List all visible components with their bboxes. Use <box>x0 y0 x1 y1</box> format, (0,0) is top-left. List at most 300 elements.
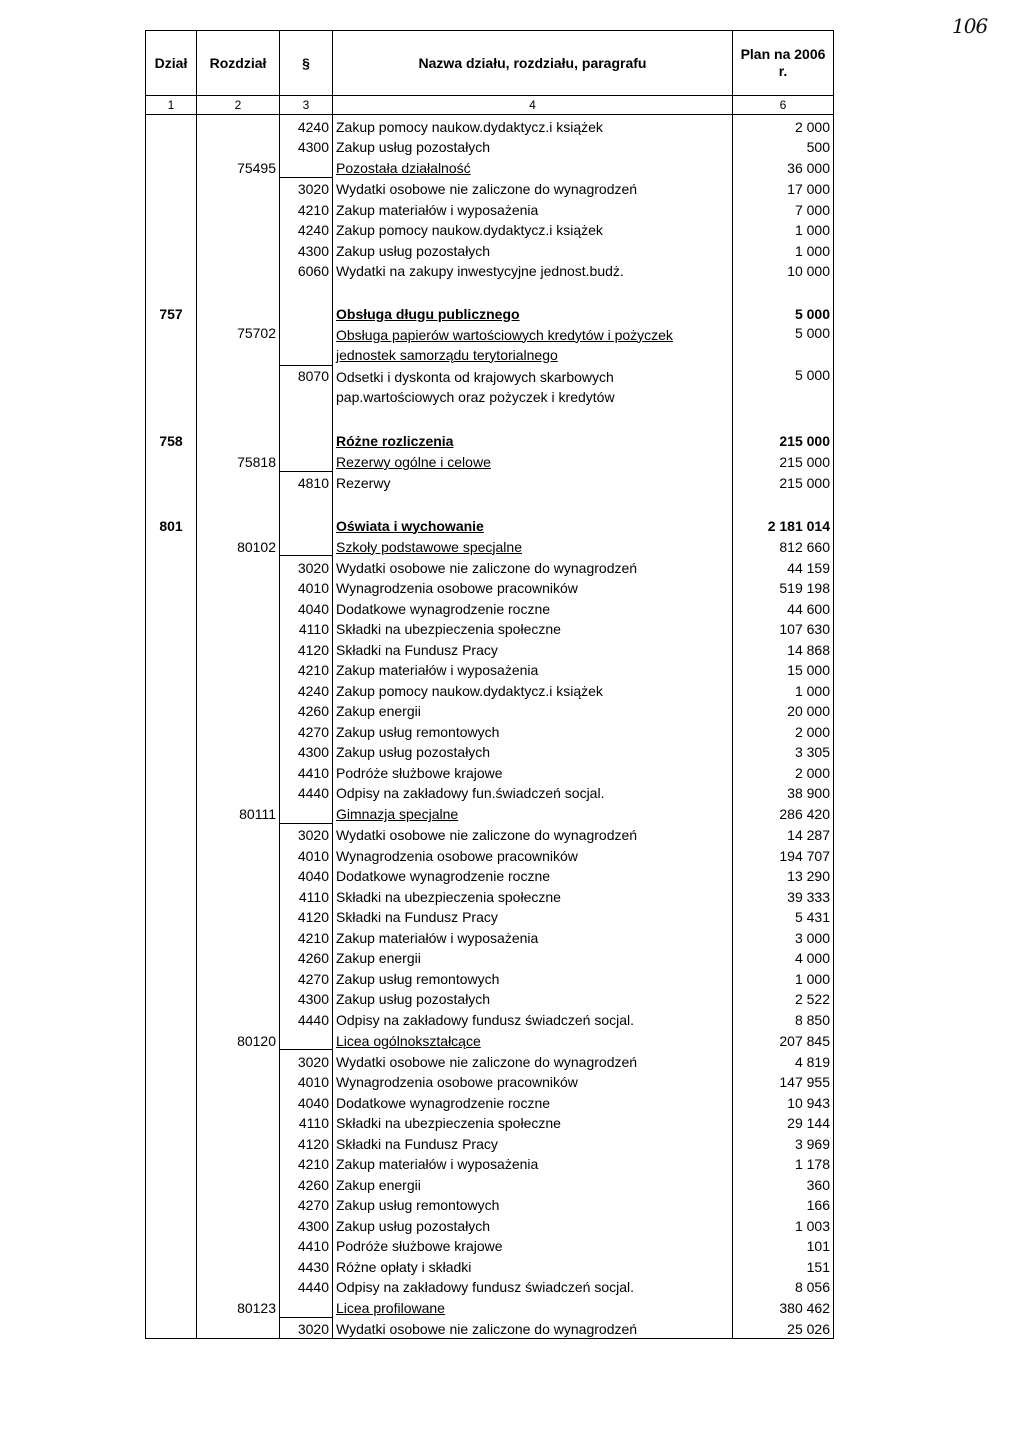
paragraf-name: Wynagrodzenia osobowe pracowników <box>333 577 733 598</box>
paragraf-name: Wydatki osobowe nie zaliczone do wynagrodzeń <box>333 1317 733 1339</box>
dzial-amount: 2 181 014 <box>733 514 834 535</box>
cell-rozdzial <box>197 885 280 906</box>
paragraf-amount: 8 056 <box>733 1276 834 1297</box>
cell-rozdzial <box>197 556 280 577</box>
cell-rozdzial <box>197 906 280 927</box>
cell-rozdzial <box>197 1235 280 1256</box>
paragraf-name: Odpisy na zakładowy fundusz świadczeń socjal. <box>333 1008 733 1029</box>
cell-dzial <box>146 865 197 886</box>
paragraf-amount: 14 287 <box>733 823 834 844</box>
cell-rozdzial <box>197 1173 280 1194</box>
paragraf-name: Dodatkowe wynagrodzenie roczne <box>333 865 733 886</box>
paragraf-amount: 15 000 <box>733 659 834 680</box>
rozdzial-code: 75495 <box>197 156 280 177</box>
paragraf-name: Składki na Fundusz Pracy <box>333 1132 733 1153</box>
cell-rozdzial <box>197 1091 280 1112</box>
cell-dzial <box>146 844 197 865</box>
paragraf-amount: 3 305 <box>733 741 834 762</box>
paragraf-name: Zakup pomocy naukow.dydaktycz.i książek <box>333 219 733 240</box>
paragraf-name: Wynagrodzenia osobowe pracowników <box>333 1071 733 1092</box>
cell-dzial <box>146 1296 197 1317</box>
spacer-row <box>146 492 834 514</box>
cell-rozdzial <box>197 219 280 240</box>
paragraf-code: 4810 <box>280 471 333 492</box>
cell-rozdzial <box>197 239 280 260</box>
paragraf-row <box>146 782 834 803</box>
paragraf-row <box>146 1132 834 1153</box>
rozdzial-row <box>146 450 834 471</box>
cell-dzial <box>146 679 197 700</box>
cell-dzial <box>146 1132 197 1153</box>
rozdzial-code: 80111 <box>197 802 280 823</box>
cell-rozdzial <box>197 514 280 535</box>
cell-paragraf <box>280 1029 333 1050</box>
rozdzial-name: Gimnazja specjalne <box>333 802 733 823</box>
cell-paragraf <box>280 492 333 514</box>
cell-paragraf <box>280 1296 333 1317</box>
header-dzial: Dział <box>146 31 197 96</box>
rozdzial-code: 75818 <box>197 450 280 471</box>
paragraf-row <box>146 239 834 260</box>
dzial-code: 757 <box>146 302 197 323</box>
paragraf-code: 4300 <box>280 1214 333 1235</box>
paragraf-name: Składki na ubezpieczenia społeczne <box>333 1112 733 1133</box>
cell-dzial <box>146 1029 197 1050</box>
paragraf-row <box>146 365 834 408</box>
paragraf-code: 4260 <box>280 700 333 721</box>
paragraf-code: 4270 <box>280 967 333 988</box>
paragraf-amount: 5 000 <box>733 365 834 408</box>
cell-dzial <box>146 659 197 680</box>
paragraf-amount: 17 000 <box>733 177 834 198</box>
rozdzial-name: Szkoły podstawowe specjalne <box>333 535 733 556</box>
paragraf-code: 4240 <box>280 679 333 700</box>
cell-rozdzial <box>197 365 280 408</box>
cell-paragraf <box>280 450 333 471</box>
paragraf-name: Dodatkowe wynagrodzenie roczne <box>333 1091 733 1112</box>
paragraf-amount: 10 000 <box>733 260 834 281</box>
cell-dzial <box>146 1255 197 1276</box>
paragraf-row <box>146 1317 834 1339</box>
paragraf-code: 4260 <box>280 947 333 968</box>
cell-rozdzial <box>197 471 280 492</box>
cell-dzial <box>146 450 197 471</box>
cell-rozdzial <box>197 1276 280 1297</box>
paragraf-row <box>146 638 834 659</box>
dzial-code: 758 <box>146 430 197 451</box>
paragraf-amount: 29 144 <box>733 1112 834 1133</box>
paragraf-amount: 147 955 <box>733 1071 834 1092</box>
cell-dzial <box>146 618 197 639</box>
paragraf-amount: 3 000 <box>733 926 834 947</box>
paragraf-code: 8070 <box>280 365 333 408</box>
paragraf-name: Składki na Fundusz Pracy <box>333 638 733 659</box>
paragraf-name: Wynagrodzenia osobowe pracowników <box>333 844 733 865</box>
paragraf-name: Zakup usług pozostałych <box>333 988 733 1009</box>
cell-rozdzial <box>197 260 280 281</box>
paragraf-name: Wydatki osobowe nie zaliczone do wynagrodzeń <box>333 823 733 844</box>
rozdzial-row <box>146 156 834 177</box>
cell-rozdzial <box>197 1214 280 1235</box>
paragraf-code: 4210 <box>280 659 333 680</box>
paragraf-amount: 20 000 <box>733 700 834 721</box>
cell-rozdzial <box>197 679 280 700</box>
paragraf-amount: 101 <box>733 1235 834 1256</box>
paragraf-amount: 44 600 <box>733 597 834 618</box>
cell-dzial <box>146 1091 197 1112</box>
cell-rozdzial <box>197 198 280 219</box>
paragraf-amount: 7 000 <box>733 198 834 219</box>
paragraf-code: 4040 <box>280 597 333 618</box>
paragraf-amount: 14 868 <box>733 638 834 659</box>
paragraf-code: 3020 <box>280 177 333 198</box>
paragraf-name: Zakup usług remontowych <box>333 720 733 741</box>
paragraf-code: 4240 <box>280 115 333 136</box>
cell-dzial <box>146 700 197 721</box>
cell-dzial <box>146 1173 197 1194</box>
paragraf-row <box>146 844 834 865</box>
rozdzial-code: 80102 <box>197 535 280 556</box>
paragraf-name: Wydatki osobowe nie zaliczone do wynagrodzeń <box>333 1050 733 1071</box>
paragraf-code: 4260 <box>280 1173 333 1194</box>
dzial-amount: 215 000 <box>733 430 834 451</box>
cell-rozdzial <box>197 280 280 302</box>
dzial-name: Różne rozliczenia <box>333 430 733 451</box>
table-body <box>146 115 834 1339</box>
cell-dzial <box>146 492 197 514</box>
paragraf-row <box>146 177 834 198</box>
spacer-row <box>146 408 834 430</box>
cell-dzial <box>146 988 197 1009</box>
paragraf-row <box>146 700 834 721</box>
paragraf-code: 4270 <box>280 1194 333 1215</box>
paragraf-row <box>146 136 834 157</box>
paragraf-name: Składki na ubezpieczenia społeczne <box>333 885 733 906</box>
rozdzial-name: Licea profilowane <box>333 1296 733 1317</box>
paragraf-row <box>146 659 834 680</box>
paragraf-code: 4210 <box>280 926 333 947</box>
cell-plan <box>733 492 834 514</box>
paragraf-name: Zakup energii <box>333 1173 733 1194</box>
paragraf-code: 4300 <box>280 988 333 1009</box>
paragraf-row <box>146 741 834 762</box>
paragraf-code: 3020 <box>280 823 333 844</box>
cell-nazwa <box>333 280 733 302</box>
paragraf-row <box>146 906 834 927</box>
cell-paragraf <box>280 280 333 302</box>
cell-dzial <box>146 115 197 136</box>
cell-rozdzial <box>197 700 280 721</box>
rozdzial-name: Rezerwy ogólne i celowe <box>333 450 733 471</box>
rozdzial-row <box>146 1029 834 1050</box>
paragraf-row <box>146 926 834 947</box>
cell-rozdzial <box>197 1153 280 1174</box>
rozdzial-amount: 36 000 <box>733 156 834 177</box>
paragraf-amount: 2 000 <box>733 115 834 136</box>
paragraf-name: Zakup materiałów i wyposażenia <box>333 926 733 947</box>
cell-dzial <box>146 947 197 968</box>
cell-paragraf <box>280 430 333 451</box>
header-rozdzial: Rozdział <box>197 31 280 96</box>
cell-dzial <box>146 926 197 947</box>
page-number-mark: 106 <box>952 14 988 38</box>
header-plan: Plan na 2006 r. <box>733 31 834 96</box>
paragraf-row <box>146 198 834 219</box>
cell-rozdzial <box>197 1071 280 1092</box>
cell-rozdzial <box>197 638 280 659</box>
paragraf-name: Zakup materiałów i wyposażenia <box>333 198 733 219</box>
cell-rozdzial <box>197 1194 280 1215</box>
cell-dzial <box>146 156 197 177</box>
cell-dzial <box>146 177 197 198</box>
paragraf-name: Odsetki i dyskonta od krajowych skarbowych pap.wartościowych oraz pożyczek i kredytów <box>333 365 733 408</box>
cell-rozdzial <box>197 115 280 136</box>
paragraf-amount: 519 198 <box>733 577 834 598</box>
paragraf-row <box>146 556 834 577</box>
paragraf-row <box>146 1255 834 1276</box>
paragraf-amount: 39 333 <box>733 885 834 906</box>
paragraf-amount: 166 <box>733 1194 834 1215</box>
paragraf-code: 3020 <box>280 1050 333 1071</box>
cell-paragraf <box>280 408 333 430</box>
dzial-amount: 5 000 <box>733 302 834 323</box>
cell-rozdzial <box>197 136 280 157</box>
paragraf-row <box>146 471 834 492</box>
cell-dzial <box>146 219 197 240</box>
column-number: 1 <box>146 96 197 115</box>
paragraf-name: Zakup pomocy naukow.dydaktycz.i książek <box>333 679 733 700</box>
cell-rozdzial <box>197 492 280 514</box>
rozdzial-code: 75702 <box>197 323 280 366</box>
paragraf-amount: 2 522 <box>733 988 834 1009</box>
dzial-name: Obsługa długu publicznego <box>333 302 733 323</box>
rozdzial-amount: 380 462 <box>733 1296 834 1317</box>
rozdzial-name: Pozostała działalność <box>333 156 733 177</box>
cell-dzial <box>146 885 197 906</box>
cell-paragraf <box>280 535 333 556</box>
paragraf-row <box>146 1173 834 1194</box>
cell-rozdzial <box>197 1112 280 1133</box>
paragraf-code: 4270 <box>280 720 333 741</box>
paragraf-amount: 194 707 <box>733 844 834 865</box>
cell-dzial <box>146 720 197 741</box>
paragraf-row <box>146 1194 834 1215</box>
cell-dzial <box>146 1071 197 1092</box>
cell-rozdzial <box>197 865 280 886</box>
paragraf-code: 4210 <box>280 1153 333 1174</box>
rozdzial-row <box>146 323 834 366</box>
column-number-row <box>146 96 834 115</box>
paragraf-code: 3020 <box>280 556 333 577</box>
paragraf-amount: 1 000 <box>733 967 834 988</box>
cell-rozdzial <box>197 659 280 680</box>
paragraf-name: Dodatkowe wynagrodzenie roczne <box>333 597 733 618</box>
paragraf-code: 4120 <box>280 638 333 659</box>
paragraf-code: 4440 <box>280 782 333 803</box>
cell-paragraf <box>280 514 333 535</box>
paragraf-row <box>146 577 834 598</box>
paragraf-row <box>146 219 834 240</box>
table-header-row <box>146 31 834 96</box>
cell-dzial <box>146 136 197 157</box>
cell-dzial <box>146 906 197 927</box>
cell-rozdzial <box>197 988 280 1009</box>
paragraf-amount: 2 000 <box>733 720 834 741</box>
cell-dzial <box>146 365 197 408</box>
dzial-row <box>146 430 834 451</box>
cell-dzial <box>146 260 197 281</box>
paragraf-name: Rezerwy <box>333 471 733 492</box>
cell-dzial <box>146 761 197 782</box>
cell-rozdzial <box>197 741 280 762</box>
paragraf-code: 4410 <box>280 761 333 782</box>
paragraf-code: 4040 <box>280 865 333 886</box>
paragraf-code: 4300 <box>280 136 333 157</box>
rozdzial-code: 80120 <box>197 1029 280 1050</box>
paragraf-name: Odpisy na zakładowy fundusz świadczeń socjal. <box>333 1276 733 1297</box>
paragraf-code: 4120 <box>280 1132 333 1153</box>
paragraf-row <box>146 720 834 741</box>
cell-rozdzial <box>197 408 280 430</box>
cell-rozdzial <box>197 177 280 198</box>
paragraf-amount: 1 003 <box>733 1214 834 1235</box>
paragraf-row <box>146 618 834 639</box>
paragraf-name: Zakup usług remontowych <box>333 1194 733 1215</box>
paragraf-amount: 4 819 <box>733 1050 834 1071</box>
cell-rozdzial <box>197 430 280 451</box>
header-paragraf: § <box>280 31 333 96</box>
paragraf-name: Zakup materiałów i wyposażenia <box>333 1153 733 1174</box>
cell-dzial <box>146 638 197 659</box>
cell-rozdzial <box>197 761 280 782</box>
cell-paragraf <box>280 802 333 823</box>
cell-dzial <box>146 323 197 366</box>
paragraf-name: Zakup energii <box>333 700 733 721</box>
budget-table <box>145 30 834 1339</box>
paragraf-code: 4300 <box>280 239 333 260</box>
cell-rozdzial <box>197 1132 280 1153</box>
cell-rozdzial <box>197 844 280 865</box>
paragraf-amount: 5 431 <box>733 906 834 927</box>
cell-rozdzial <box>197 926 280 947</box>
paragraf-row <box>146 947 834 968</box>
cell-dzial <box>146 239 197 260</box>
paragraf-amount: 151 <box>733 1255 834 1276</box>
paragraf-code: 4300 <box>280 741 333 762</box>
paragraf-row <box>146 1112 834 1133</box>
cell-rozdzial <box>197 1050 280 1071</box>
cell-dzial <box>146 1050 197 1071</box>
paragraf-code: 4040 <box>280 1091 333 1112</box>
paragraf-amount: 1 000 <box>733 679 834 700</box>
paragraf-name: Składki na Fundusz Pracy <box>333 906 733 927</box>
paragraf-code: 4110 <box>280 618 333 639</box>
column-number: 2 <box>197 96 280 115</box>
cell-dzial <box>146 967 197 988</box>
paragraf-row <box>146 597 834 618</box>
cell-dzial <box>146 1194 197 1215</box>
cell-nazwa <box>333 408 733 430</box>
cell-paragraf <box>280 156 333 177</box>
cell-nazwa <box>333 492 733 514</box>
cell-dzial <box>146 198 197 219</box>
paragraf-code: 4110 <box>280 885 333 906</box>
paragraf-amount: 13 290 <box>733 865 834 886</box>
paragraf-code: 4010 <box>280 1071 333 1092</box>
paragraf-name: Wydatki na zakupy inwestycyjne jednost.budż. <box>333 260 733 281</box>
paragraf-row <box>146 1276 834 1297</box>
cell-dzial <box>146 1112 197 1133</box>
paragraf-code: 4010 <box>280 844 333 865</box>
cell-dzial <box>146 782 197 803</box>
paragraf-amount: 3 969 <box>733 1132 834 1153</box>
paragraf-name: Składki na ubezpieczenia społeczne <box>333 618 733 639</box>
cell-dzial <box>146 280 197 302</box>
cell-rozdzial <box>197 577 280 598</box>
cell-rozdzial <box>197 823 280 844</box>
paragraf-name: Wydatki osobowe nie zaliczone do wynagrodzeń <box>333 177 733 198</box>
cell-plan <box>733 280 834 302</box>
paragraf-row <box>146 1050 834 1071</box>
paragraf-name: Różne opłaty i składki <box>333 1255 733 1276</box>
rozdzial-code: 80123 <box>197 1296 280 1317</box>
paragraf-row <box>146 260 834 281</box>
paragraf-row <box>146 1153 834 1174</box>
paragraf-name: Odpisy na zakładowy fun.świadczeń socjal. <box>333 782 733 803</box>
rozdzial-amount: 207 845 <box>733 1029 834 1050</box>
cell-rozdzial <box>197 618 280 639</box>
paragraf-row <box>146 115 834 136</box>
paragraf-row <box>146 761 834 782</box>
paragraf-row <box>146 1091 834 1112</box>
paragraf-code: 4410 <box>280 1235 333 1256</box>
dzial-name: Oświata i wychowanie <box>333 514 733 535</box>
paragraf-name: Zakup usług remontowych <box>333 967 733 988</box>
paragraf-amount: 500 <box>733 136 834 157</box>
paragraf-row <box>146 1214 834 1235</box>
paragraf-amount: 2 000 <box>733 761 834 782</box>
paragraf-code: 4240 <box>280 219 333 240</box>
paragraf-row <box>146 988 834 1009</box>
cell-dzial <box>146 408 197 430</box>
paragraf-name: Zakup energii <box>333 947 733 968</box>
paragraf-row <box>146 1235 834 1256</box>
cell-paragraf <box>280 323 333 366</box>
cell-dzial <box>146 1276 197 1297</box>
rozdzial-amount: 812 660 <box>733 535 834 556</box>
paragraf-amount: 1 000 <box>733 239 834 260</box>
paragraf-row <box>146 885 834 906</box>
spacer-row <box>146 280 834 302</box>
paragraf-amount: 1 000 <box>733 219 834 240</box>
paragraf-name: Zakup materiałów i wyposażenia <box>333 659 733 680</box>
paragraf-code: 4120 <box>280 906 333 927</box>
cell-dzial <box>146 1317 197 1339</box>
dzial-code: 801 <box>146 514 197 535</box>
paragraf-amount: 38 900 <box>733 782 834 803</box>
paragraf-code: 3020 <box>280 1317 333 1339</box>
dzial-row <box>146 514 834 535</box>
paragraf-amount: 215 000 <box>733 471 834 492</box>
header-nazwa: Nazwa działu, rozdziału, paragrafu <box>333 31 733 96</box>
cell-rozdzial <box>197 597 280 618</box>
paragraf-name: Zakup usług pozostałych <box>333 239 733 260</box>
paragraf-name: Zakup usług pozostałych <box>333 1214 733 1235</box>
cell-rozdzial <box>197 1255 280 1276</box>
cell-dzial <box>146 1214 197 1235</box>
paragraf-amount: 8 850 <box>733 1008 834 1029</box>
paragraf-name: Zakup pomocy naukow.dydaktycz.i książek <box>333 115 733 136</box>
